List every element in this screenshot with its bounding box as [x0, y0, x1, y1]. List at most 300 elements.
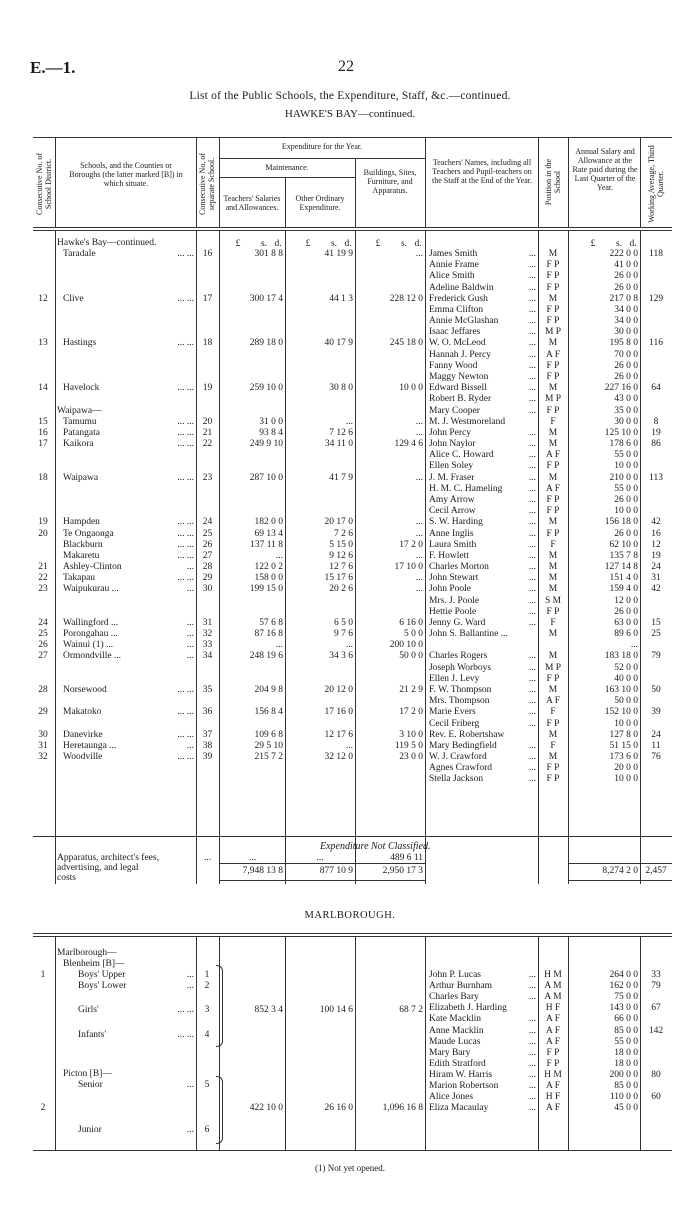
leader-dots: ...	[528, 528, 536, 539]
school-name: Girls'	[78, 1005, 99, 1015]
salary-value: 85 0 0	[614, 1025, 638, 1036]
school-number: 35	[202, 685, 213, 696]
salary-value: 264 0 0	[609, 970, 638, 980]
other-expenditure-value: 9 7 6	[334, 629, 353, 640]
teacher-position: H M	[544, 970, 562, 980]
school-number: 33	[202, 640, 213, 651]
teacher-name: Mrs. J. Poole	[429, 595, 480, 606]
teacher-position: F P	[546, 405, 560, 416]
salary-value: 152 10 0	[604, 707, 638, 718]
leader-dots: ...	[528, 718, 536, 729]
attendance-value: 76	[651, 752, 661, 763]
buildings-value: ...	[415, 427, 423, 438]
school-number: 1	[204, 970, 210, 980]
leader-dots: ...	[528, 316, 536, 327]
buildings-value: 119 5 0	[394, 740, 423, 751]
salary-value: 55 0 0	[614, 1036, 638, 1047]
teacher-name: Rev. E. Robertshaw	[429, 729, 505, 740]
currency-shillings: s.	[260, 239, 268, 249]
teacher-position: F P	[546, 774, 560, 785]
salary-value: 51 15 0	[609, 740, 638, 751]
teacher-name: John Stewart	[429, 573, 479, 584]
salary-value: 75 0 0	[614, 992, 638, 1003]
teacher-name: J. M. Fraser	[429, 472, 475, 483]
leader-dots: ...	[528, 752, 536, 763]
salary-value: 210 0 0	[609, 472, 638, 483]
totals-rule	[568, 863, 672, 864]
not-classified-label: Apparatus, architect's fees,	[57, 853, 159, 863]
school-name: Waipawa	[63, 472, 99, 483]
region-heading: Hawke's Bay—continued.	[57, 238, 157, 248]
school-name: Havelock	[63, 383, 100, 394]
salary-value: 127 14 8	[604, 562, 638, 573]
leader-dots: ...	[528, 494, 536, 505]
teacher-position: F P	[546, 371, 560, 382]
school-group-name: Blenheim [B]—	[63, 959, 125, 969]
leader-dots: ...	[528, 685, 536, 696]
teacher-name: F. Howlett	[429, 550, 469, 561]
not-classified-label: costs	[57, 873, 76, 883]
leader-dots: ...	[528, 1014, 536, 1025]
leader-dots: ...	[528, 740, 536, 751]
teacher-name: John Percy	[429, 427, 471, 438]
other-expenditure-value: 41 7 9	[329, 472, 353, 483]
header-maintenance: Maintenance.	[265, 163, 309, 172]
buildings-value: 17 2 0	[399, 539, 423, 550]
teacher-name: Emma Clifton	[429, 304, 484, 315]
teacher-position: M P	[544, 394, 562, 405]
teacher-position: H F	[545, 1092, 561, 1103]
header-district-no: Consecutive No. of School District.	[35, 153, 53, 215]
salary-value: 162 0 0	[609, 981, 638, 992]
teachers-salaries-value: 300 17 4	[249, 293, 283, 304]
teacher-name: Charles Rogers	[429, 651, 488, 662]
leader-dots: ...	[528, 573, 536, 584]
school-name: Makatoko	[63, 707, 102, 718]
teacher-position: A F	[546, 349, 560, 360]
teacher-position: M	[548, 249, 558, 259]
school-group-name: Picton [B]—	[63, 1069, 112, 1079]
salary-value: 89 6 0	[614, 629, 638, 640]
column-rule	[640, 137, 641, 227]
district-number: 20	[38, 528, 48, 539]
other-expenditure-value: 7 12 6	[329, 427, 353, 438]
column-rule	[55, 137, 56, 227]
total-buildings: 2,950 17 3	[382, 866, 423, 876]
column-rule	[55, 230, 56, 884]
teacher-position: M	[548, 338, 558, 349]
teachers-salaries-value: 248 19 6	[249, 651, 283, 662]
school-name: Junior	[78, 1125, 102, 1135]
teacher-position: M	[548, 685, 558, 696]
salary-value: 12 0 0	[614, 595, 638, 606]
teacher-name: Charles Bary	[429, 992, 479, 1003]
teacher-name: Maude Lucas	[429, 1036, 481, 1047]
district-number: 30	[38, 729, 48, 740]
leader-dots: ...	[528, 450, 536, 461]
teacher-position: A F	[546, 1103, 560, 1114]
teacher-position: M	[548, 427, 558, 438]
teacher-name: Hannah J. Percy	[429, 349, 491, 360]
attendance-value: 15	[651, 617, 661, 628]
other-expenditure-value: 34 3 6	[329, 651, 353, 662]
school-name: Patangata	[63, 427, 100, 438]
leader-dots: ...	[528, 293, 536, 304]
teacher-position: M P	[544, 662, 562, 673]
leader-dots: ...	[528, 707, 536, 718]
column-rule	[219, 230, 220, 884]
teacher-name: Ellen J. Levy	[429, 673, 480, 684]
teacher-name: Charles Morton	[429, 562, 489, 573]
buildings-value: ...	[415, 517, 423, 528]
teacher-position: M	[548, 562, 558, 573]
leader-dots: ...	[528, 1025, 536, 1036]
teacher-name: Mary Bedingfield	[429, 740, 497, 751]
leader-dots: ...	[186, 981, 194, 991]
leader-dots: ...	[528, 249, 536, 259]
header-position: Position in the School	[544, 158, 562, 206]
total-other-expenditure: 877 10 9	[319, 866, 353, 876]
currency-shillings: s.	[400, 239, 408, 249]
leader-dots: ...	[528, 304, 536, 315]
school-number: 39	[202, 752, 213, 763]
teachers-salaries-value: 57 6 8	[259, 617, 283, 628]
leader-dots: ...	[528, 970, 536, 980]
leader-dots: ... ...	[177, 293, 194, 304]
buildings-value: ...	[415, 472, 423, 483]
leader-dots: ...	[528, 774, 536, 785]
school-number: 2	[204, 981, 210, 991]
leader-dots: ...	[186, 617, 194, 628]
salary-value: 173 6 0	[609, 752, 638, 763]
school-name: Takapau	[63, 573, 96, 584]
leader-dots: ...	[528, 271, 536, 282]
column-rule	[285, 936, 286, 1150]
leader-dots: ... ...	[177, 729, 194, 740]
leader-dots: ...	[528, 673, 536, 684]
leader-dots: ...	[528, 394, 536, 405]
teachers-salaries-value: 852 3 4	[254, 1005, 283, 1015]
column-rule	[196, 936, 197, 1150]
district-number: 31	[38, 740, 48, 751]
teachers-salaries-value: 29 5 10	[254, 740, 283, 751]
teacher-name: Alice Smith	[429, 271, 475, 282]
leader-dots: ...	[528, 327, 536, 338]
other-expenditure-value: 17 16 0	[324, 707, 353, 718]
school-name: Infants'	[78, 1030, 107, 1040]
leader-dots: ...	[528, 472, 536, 483]
teacher-name: S. W. Harding	[429, 517, 483, 528]
column-rule	[568, 936, 569, 1150]
salary-value: 178 6 0	[609, 439, 638, 450]
other-expenditure-value: 30 8 0	[329, 383, 353, 394]
school-number: 37	[202, 729, 213, 740]
teacher-name: Eliza Macaulay	[429, 1103, 489, 1114]
attendance-value: 118	[649, 249, 663, 259]
leader-dots: ...	[528, 439, 536, 450]
other-expenditure-value: 15 17 6	[324, 573, 353, 584]
attendance-value: 79	[651, 651, 661, 662]
attendance-value: 64	[651, 383, 661, 394]
teacher-name: Mary Cooper	[429, 405, 480, 416]
column-rule	[538, 137, 539, 227]
other-expenditure-value: ...	[316, 853, 324, 863]
buildings-value: 6 16 0	[399, 617, 423, 628]
teacher-name: Robert B. Ryder	[429, 394, 492, 405]
teachers-salaries-value: ...	[275, 550, 283, 561]
salary-value: 10 0 0	[614, 718, 638, 729]
salary-value: 85 0 0	[614, 1081, 638, 1091]
salary-value: 63 0 0	[614, 617, 638, 628]
column-rule	[285, 177, 286, 227]
table-top-rule-2	[33, 936, 672, 937]
buildings-value: ...	[415, 416, 423, 427]
teacher-name: Stella Jackson	[429, 774, 484, 785]
buildings-value: ...	[415, 249, 423, 259]
other-expenditure-value: 26 16 0	[324, 1103, 353, 1113]
salary-value: 135 7 8	[609, 550, 638, 561]
salary-value: 26 0 0	[614, 528, 638, 539]
teacher-position: A F	[546, 1014, 560, 1025]
teacher-position: A F	[546, 1081, 560, 1091]
teachers-salaries-value: ...	[248, 853, 257, 863]
other-expenditure-value: 9 12 6	[329, 550, 353, 561]
salary-value: 34 0 0	[614, 316, 638, 327]
leader-dots: ...	[528, 550, 536, 561]
buildings-value: 1,096 16 8	[382, 1103, 423, 1113]
salary-value: 66 0 0	[614, 1014, 638, 1025]
teacher-name: Mrs. Thompson	[429, 696, 490, 707]
salary-value: 18 0 0	[614, 1058, 638, 1069]
salary-value: 41 0 0	[614, 260, 638, 271]
teacher-position: M	[548, 439, 558, 450]
attendance-value: 8	[653, 416, 659, 427]
teacher-position: S M	[544, 595, 562, 606]
teacher-position: M	[548, 517, 558, 528]
teacher-position: M	[548, 573, 558, 584]
leader-dots: ... ...	[177, 1030, 194, 1040]
salary-value: 55 0 0	[614, 483, 638, 494]
teachers-salaries-value: 182 0 0	[254, 517, 283, 528]
salary-value: 110 0 0	[609, 1092, 638, 1103]
salary-value: 183 18 0	[604, 651, 638, 662]
teacher-name: Kate Macklin	[429, 1014, 481, 1025]
school-number: 23	[202, 472, 213, 483]
attendance-value: 67	[651, 1003, 661, 1014]
currency-pounds: £	[305, 239, 311, 249]
school-number: 34	[202, 651, 213, 662]
region-heading: Marlborough—	[57, 948, 117, 958]
leader-dots: ... ...	[177, 539, 194, 550]
leader-dots: ... ...	[177, 685, 194, 696]
teacher-position: F P	[546, 506, 560, 517]
teacher-name: Annie Frame	[429, 260, 479, 271]
school-number: 29	[202, 573, 213, 584]
column-rule	[425, 936, 426, 1150]
school-number: ...	[203, 853, 212, 863]
school-name: Hampden	[63, 517, 100, 528]
column-rule	[355, 936, 356, 1150]
teacher-name: John S. Ballantine ...	[429, 629, 508, 640]
salary-value: 40 0 0	[614, 673, 638, 684]
other-expenditure-value: 5 15 0	[329, 539, 353, 550]
buildings-value: 228 12 0	[389, 293, 423, 304]
teacher-name: Agnes Crawford	[429, 763, 493, 774]
district-number: 14	[38, 383, 48, 394]
school-name: Kaikora	[63, 439, 94, 450]
teacher-position: M	[548, 550, 558, 561]
buildings-value: ...	[415, 584, 423, 595]
attendance-value: 11	[651, 740, 661, 751]
other-expenditure-value: 34 11 0	[324, 439, 353, 450]
teacher-position: F P	[546, 360, 560, 371]
salary-value: 30 0 0	[614, 416, 638, 427]
salary-value: 20 0 0	[614, 763, 638, 774]
leader-dots: ... ...	[177, 249, 194, 259]
teacher-name: Hiram W. Harris	[429, 1069, 493, 1080]
leader-dots: ... ...	[177, 752, 194, 763]
school-number: 21	[202, 427, 213, 438]
school-name: Blackburn	[63, 539, 103, 550]
teacher-position: A F	[546, 1036, 560, 1047]
district-number: 13	[38, 338, 48, 349]
school-number: 24	[202, 517, 213, 528]
attendance-value: 129	[648, 293, 664, 304]
salary-value: 151 4 0	[609, 573, 638, 584]
teacher-name: Marie Evers	[429, 707, 476, 718]
school-number: 19	[202, 383, 213, 394]
teacher-name: Maggy Newton	[429, 371, 489, 382]
leader-dots: ... ...	[177, 416, 194, 427]
teacher-name: Mary Bary	[429, 1047, 471, 1058]
salary-value: 222 0 0	[609, 249, 638, 259]
teacher-position: M	[548, 293, 558, 304]
leader-dots: ... ...	[177, 338, 194, 349]
other-expenditure-value: 20 17 0	[324, 517, 353, 528]
not-classified-label: advertising, and legal	[57, 863, 139, 873]
teacher-name: Edith Stratford	[429, 1058, 486, 1069]
leader-dots: ...	[528, 1103, 536, 1114]
teacher-position: M	[548, 383, 558, 394]
leader-dots: ...	[528, 651, 536, 662]
salary-value: 163 10 0	[604, 685, 638, 696]
salary-value: 10 0 0	[614, 461, 638, 472]
district-number: 16	[38, 427, 48, 438]
header-teachers-names: Teachers' Names, including all Teachers and Pupil-teachers on the Staff at the End of the Year.	[431, 158, 533, 185]
leader-dots: ... ...	[177, 439, 194, 450]
leader-dots: ...	[186, 584, 194, 595]
school-number: 32	[202, 629, 213, 640]
salary-value: 143 0 0	[609, 1003, 638, 1014]
column-rule	[196, 137, 197, 227]
attendance-value: 16	[651, 528, 661, 539]
school-name: Hastings	[63, 338, 97, 349]
teachers-salaries-value: 289 18 0	[249, 338, 283, 349]
district-number: 21	[38, 562, 48, 573]
teachers-salaries-value: 422 10 0	[249, 1103, 283, 1113]
school-number: 22	[202, 439, 213, 450]
column-rule	[640, 936, 641, 1150]
teachers-salaries-value: 301 8 8	[254, 249, 283, 259]
salary-value: 34 0 0	[614, 304, 638, 315]
salary-value: ...	[630, 640, 638, 651]
attendance-value: 86	[651, 439, 661, 450]
attendance-value: 60	[651, 1092, 661, 1103]
buildings-value: 5 0 0	[404, 629, 423, 640]
other-expenditure-value: 6 5 0	[334, 617, 353, 628]
teachers-salaries-value: 158 0 0	[254, 573, 283, 584]
teacher-position: F P	[546, 1058, 560, 1069]
leader-dots: ...	[528, 1081, 536, 1091]
salary-value: 26 0 0	[614, 494, 638, 505]
attendance-value: 42	[651, 584, 661, 595]
teacher-name: Cecil Arrow	[429, 506, 476, 517]
header-attendance: Working Average, Third Quarter.	[647, 145, 665, 223]
currency-pence: d.	[414, 239, 422, 249]
salary-value: 26 0 0	[614, 271, 638, 282]
teacher-position: F P	[546, 528, 560, 539]
district-number: 24	[38, 617, 48, 628]
currency-pounds: £	[375, 239, 381, 249]
attendance-value: 33	[651, 970, 661, 980]
buildings-value: 17 10 0	[394, 562, 423, 573]
buildings-value: 50 0 0	[399, 651, 423, 662]
other-expenditure-value: ...	[345, 416, 353, 427]
salary-value: 156 18 0	[604, 517, 638, 528]
teacher-position: F P	[546, 271, 560, 282]
buildings-value: 68 7 2	[399, 1005, 423, 1015]
header-expenditure: Expenditure for the Year.	[281, 142, 363, 151]
salary-value: 125 10 0	[604, 427, 638, 438]
school-name: Ormondville ...	[63, 651, 122, 662]
salary-value: 159 4 0	[609, 584, 638, 595]
teachers-salaries-value: 87 16 8	[254, 629, 283, 640]
teacher-position: A F	[546, 696, 560, 707]
teacher-name: F. W. Thompson	[429, 685, 492, 696]
salary-value: 26 0 0	[614, 282, 638, 293]
teachers-salaries-value: 69 13 4	[254, 528, 283, 539]
district-number: 29	[38, 707, 48, 718]
leader-dots: ...	[186, 740, 194, 751]
school-name: Woodville	[63, 752, 103, 763]
leader-dots: ...	[528, 992, 536, 1003]
other-expenditure-value: ...	[345, 640, 353, 651]
teacher-position: F P	[546, 494, 560, 505]
school-number: 16	[202, 249, 213, 259]
teacher-name: Elizabeth J. Harding	[429, 1003, 507, 1014]
teacher-position: M	[548, 752, 558, 763]
district-number: 18	[38, 472, 48, 483]
totals-bottom-rule	[219, 880, 425, 881]
teacher-name: Adeline Baldwin	[429, 282, 494, 293]
teacher-position: F P	[546, 718, 560, 729]
school-number: 26	[202, 539, 213, 550]
school-number: 3	[204, 1005, 210, 1015]
school-name: Ashley-Clinton	[63, 562, 122, 573]
currency-pounds: £	[235, 239, 241, 249]
teacher-position: M	[548, 729, 558, 740]
teacher-position: F P	[546, 282, 560, 293]
district-number: 22	[38, 573, 48, 584]
teacher-name: Anne Inglis	[429, 528, 474, 539]
leader-dots: ...	[528, 282, 536, 293]
teachers-salaries-value: 122 0 2	[254, 562, 283, 573]
leader-dots: ...	[186, 651, 194, 662]
salary-value: 45 0 0	[614, 1103, 638, 1114]
school-number: 30	[202, 584, 213, 595]
teacher-name: M. J. Westmoreland	[429, 416, 506, 427]
not-classified-heading: Expenditure Not Classified.	[320, 841, 431, 852]
